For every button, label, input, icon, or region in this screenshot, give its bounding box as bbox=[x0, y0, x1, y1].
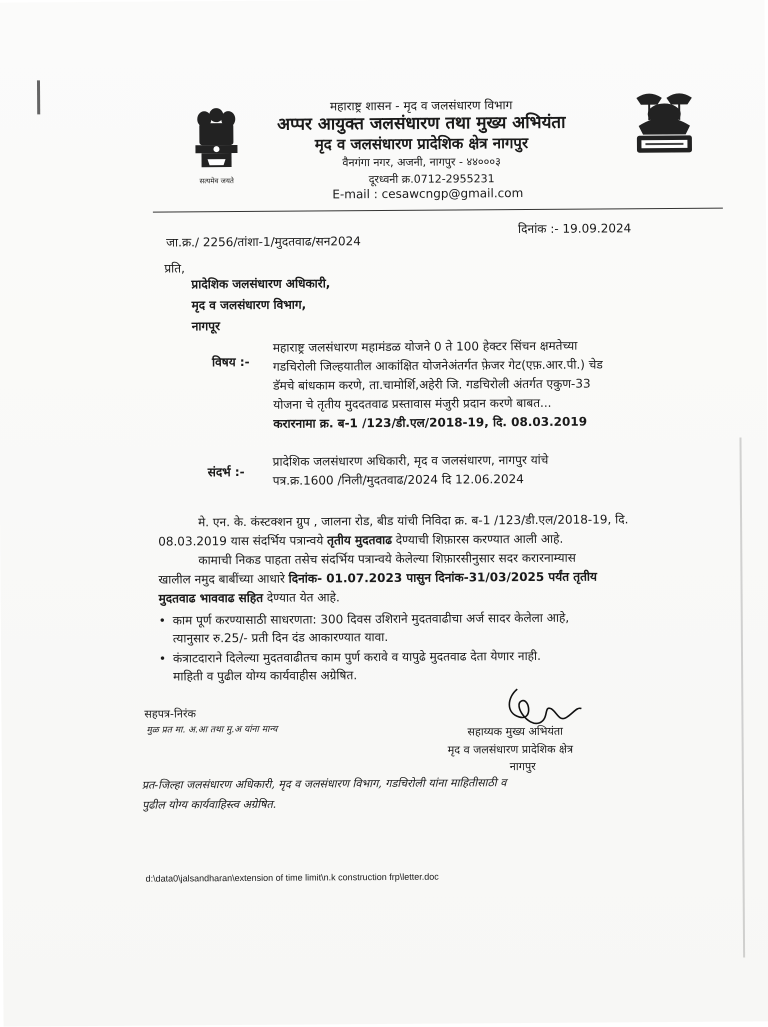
letter-date: दिनांक :- 19.09.2024 bbox=[517, 221, 632, 237]
subject-text bbox=[273, 336, 694, 434]
body-line: कामाची निकड पाहता तसेच संदर्भिय पत्रान्वये केलेल्या शिफ़ारसीनुसार सदर करारनाम्यास bbox=[198, 550, 576, 568]
reference-line2: पत्र.क्र.1600 /निली/मुदतवाढ/2024 दि 12.06.2024 bbox=[272, 472, 524, 488]
header-divider bbox=[153, 208, 723, 213]
subject-contract: करारनामा क्र. ब-1 /123/डी.एल/2018-19, दि. 08.03.2019 bbox=[273, 414, 588, 431]
subject-line: महाराष्ट्र जलसंधारण महामंडळ योजने 0 ते 100 हेक्टर सिंचन क्षमतेच्या bbox=[272, 338, 578, 355]
bullet-item bbox=[158, 646, 713, 686]
header-office-title: अप्पर आयुक्त जलसंधारण तथा मुख्य अभियंता bbox=[277, 112, 566, 135]
bullet-line: कंत्राटदाराने दिलेल्या मुदतवाढीतच काम पुर्ण करावे व यापुढे मुदतवाढ देता येणार नाही. bbox=[172, 648, 542, 666]
signature-title: सहाय्यक मुख्य अभियंता bbox=[467, 724, 564, 739]
recipient-line3: नागपूर bbox=[191, 319, 220, 334]
body-emphasis: मुदतवाढ भाववाढ सहित bbox=[158, 590, 264, 606]
copy-line1: प्रत-जिल्हा जलसंधारण अधिकारी, मृद व जलसंधारण विभाग, गडचिरोली यांना माहितीसाठी व bbox=[141, 776, 507, 792]
body-span: 08.03.2019 यास संदर्भिय पत्रान्वये bbox=[158, 533, 328, 549]
body-line bbox=[159, 586, 719, 609]
bullet-line: त्यानुसार रु.25/- प्रती दिन दंड आकारण्यात यावा. bbox=[172, 629, 389, 646]
enclosure-note: मुळ प्रत मा. अ.आ तथा मु.अ यांना मान्य bbox=[146, 724, 278, 736]
header-phone: दूरध्वनी क्र.0712-2955231 bbox=[368, 172, 495, 187]
reference-label: संदर्भ :- bbox=[207, 464, 245, 480]
bullet-item bbox=[158, 608, 713, 648]
header-ministry: महाराष्ट्र शासन - मृद व जलसंधारण विभाग bbox=[329, 98, 513, 114]
body-span: देण्याची शिफ़ारस करण्यात आली आहे. bbox=[391, 531, 564, 547]
footer-file-path: d:\data0\jalsandharan\extension of time limit\n.k construction frp\letter.doc bbox=[145, 871, 439, 884]
body-emphasis: दिनांक- 01.07.2023 पासुन दिनांक-31/03/2025 पर्यंत तृतीय bbox=[288, 569, 598, 586]
subject-line: गडचिरोली जिल्हयातील आकांक्षित योजनेअंतर्गत फ़ेजर गेट(एफ़.आर.पी.) चेड bbox=[272, 357, 603, 374]
emblem-caption: सत्यमेव जयते bbox=[199, 177, 234, 186]
header-address: वैनगंगा नगर, अजनी, नागपुर - ४४०००३ bbox=[342, 155, 501, 170]
signature-city: नागपुर bbox=[509, 759, 536, 774]
header-email: E-mail : cesawcngp@gmail.com bbox=[332, 186, 524, 202]
subject-line: योजना चे तृतीय मुददतवाढ प्रस्तावास मंजुरी प्रदान करणे बाबत... bbox=[273, 395, 552, 412]
subject-label: विषय :- bbox=[211, 354, 250, 370]
bullet-dot-icon: • bbox=[158, 651, 167, 666]
letter-number: जा.क्र./ 2256/तांशा-1/मुदतवाढ/सन2024 bbox=[166, 234, 361, 250]
signature-dept: मृद व जलसंधारण प्रादेशिक क्षेत्र bbox=[447, 742, 574, 757]
recipient-line2: मृद व जलसंधारण विभाग, bbox=[191, 297, 307, 313]
bullet-line: माहिती व पुढील योग्य कार्यवाहीस अग्रेषित. bbox=[173, 668, 358, 684]
body-line: मे. एन. के. कंस्टक्शन ग्रुप , जालना रोड, बीड यांची निविदा क्र. ब-1 /123/डी.एल/2018-19, दि. bbox=[198, 512, 629, 530]
bullet-line: काम पूर्ण करण्यासाठी साधरणता: 300 दिवस उशिराने मुदतवाढीचा अर्ज सादर केलेला आहे, bbox=[172, 610, 570, 628]
body-emphasis: तृतीय मुदतवाढ bbox=[327, 532, 393, 548]
prati-label: प्रति, bbox=[164, 261, 185, 276]
enclosure-label: सहपत्र-निरंक bbox=[144, 707, 196, 721]
copy-to bbox=[142, 772, 742, 816]
reference-text bbox=[273, 450, 693, 491]
recipient-line1: प्रादेशिक जलसंधारण अधिकारी, bbox=[191, 276, 331, 292]
scan-fold-line bbox=[739, 438, 745, 958]
copy-line2: पुढील योग्य कार्यवाहिस्त्व अग्रेषित. bbox=[141, 797, 277, 812]
subject-line: डॅमचे बांधकाम करणे, ता.चामोर्शि,अहेरी जि. गडचिरोली अंतर्गत एकुण-33 bbox=[273, 376, 591, 393]
body-span: खालील नमुद बाबींच्या आधारे bbox=[158, 571, 289, 587]
header-region: मृद व जलसंधारण प्रादेशिक क्षेत्र नागपुर bbox=[314, 133, 529, 154]
body-span: देण्यात येत आहे. bbox=[263, 590, 340, 605]
bullet-dot-icon: • bbox=[158, 613, 166, 628]
reference-line1: प्रादेशिक जलसंधारण अधिकारी, मृद व जलसंधारण, नागपुर यांचे bbox=[272, 452, 549, 469]
body-paragraph bbox=[158, 510, 719, 609]
